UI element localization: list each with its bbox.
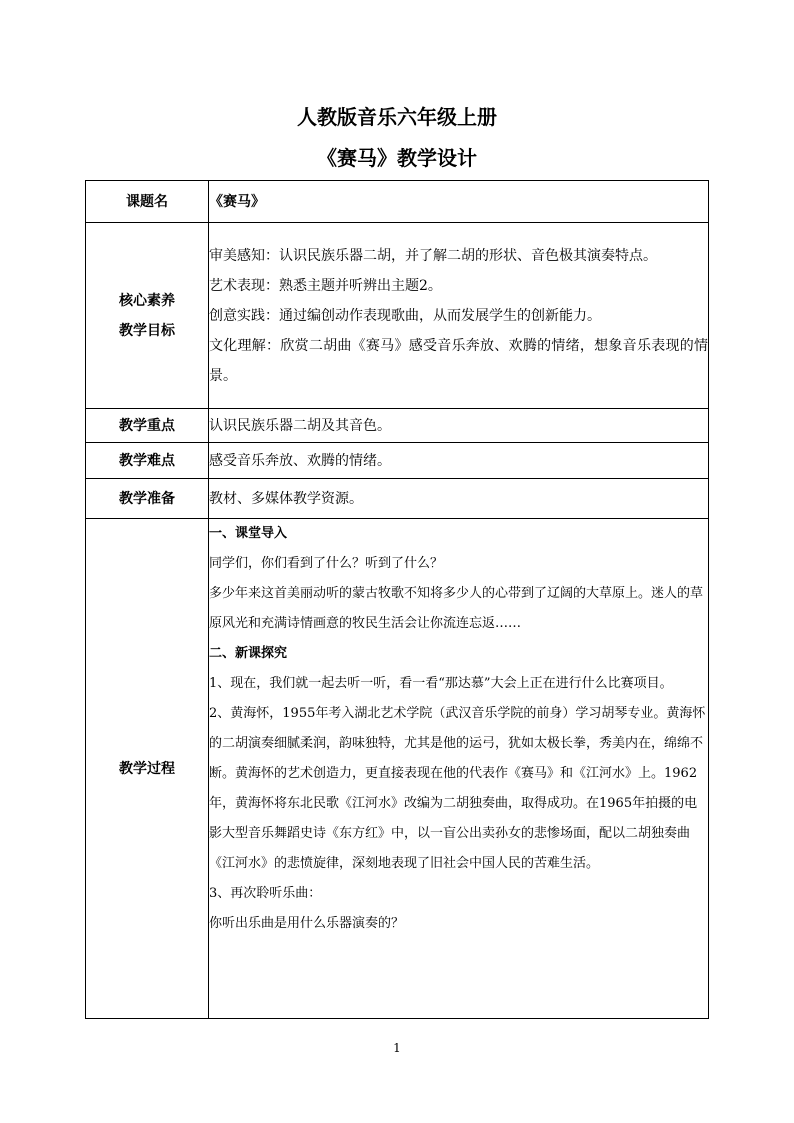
process-cell <box>209 519 709 1019</box>
difficulty-label: 教学难点 <box>86 443 209 479</box>
paragraph: 2、黄海怀，1955年考入湖北艺术学院（武汉音乐学院的前身）学习胡琴专业。黄海怀的二胡演奏细腻柔润，韵味独特，尤其是他的运弓，犹如太极长拳，秀美内在，绵绵不断。黄海怀的艺术创造力，更直接表现在他的代表作《赛马》和《江河水》上。1962年，黄海怀将东北民歌《江河水》改编为二胡独奏曲，取得成功。在1965年拍摄的电影大型音乐舞蹈史诗《东方红》中，以一盲公出卖孙女的悲惨场面，配以二胡独奏曲《江河水》的悲愤旋律，深刻地表现了旧社会中国人民的苦难生活。 <box>209 706 706 871</box>
goals-label <box>86 223 209 409</box>
goals-label-line1: 核心素养 <box>119 292 175 309</box>
key-point-label: 教学重点 <box>86 409 209 443</box>
table-row <box>86 223 709 409</box>
goal-item: 创意实践：通过编创动作表现歌曲，从而发展学生的创新能力。 <box>209 307 601 324</box>
paragraph: 你听出乐曲是用什么乐器演奏的？ <box>209 916 405 931</box>
goals-cell <box>209 223 709 409</box>
process-label: 教学过程 <box>86 519 209 1019</box>
difficulty-value: 感受音乐奔放、欢腾的情绪。 <box>209 443 709 479</box>
section-heading: 二、新课探究 <box>209 646 288 661</box>
table-row <box>86 409 709 443</box>
topic-value-cell <box>209 181 709 223</box>
table-row <box>86 181 709 223</box>
topic-value: 《赛马》 <box>209 193 265 210</box>
paragraph: 多少年来这首美丽动听的蒙古牧歌不知将多少人的心带到了辽阔的大草原上。迷人的草原风光和充满诗情画意的牧民生活会让你流连忘返…… <box>209 586 704 631</box>
table-row <box>86 443 709 479</box>
table-row <box>86 519 709 1019</box>
preparation-value: 教材、多媒体教学资源。 <box>209 479 709 519</box>
topic-label: 课题名 <box>86 181 209 223</box>
paragraph: 1、现在，我们就一起去听一听，看一看“那达慕”大会上正在进行什么比赛项目。 <box>209 676 673 691</box>
goal-item: 审美感知：认识民族乐器二胡，并了解二胡的形状、音色极其演奏特点。 <box>209 247 657 264</box>
table-row <box>86 479 709 519</box>
section-heading: 一、课堂导入 <box>209 526 288 541</box>
goal-item: 文化理解：欣赏二胡曲《赛马》感受音乐奔放、欢腾的情绪，想象音乐表现的情景。 <box>209 337 708 384</box>
goal-item: 艺术表现：熟悉主题并听辨出主题2。 <box>209 277 442 294</box>
document-title: 人教版音乐六年级上册 <box>297 105 497 129</box>
lesson-plan-table <box>85 180 709 1019</box>
key-point-value: 认识民族乐器二胡及其音色。 <box>209 409 709 443</box>
paragraph: 3、再次聆听乐曲： <box>209 886 322 901</box>
goals-label-line2: 教学目标 <box>119 322 175 339</box>
page-number: 1 <box>393 1041 401 1055</box>
paragraph: 同学们，你们看到了什么？听到了什么？ <box>209 556 444 571</box>
preparation-label: 教学准备 <box>86 479 209 519</box>
document-subtitle: 《赛马》教学设计 <box>317 146 477 170</box>
